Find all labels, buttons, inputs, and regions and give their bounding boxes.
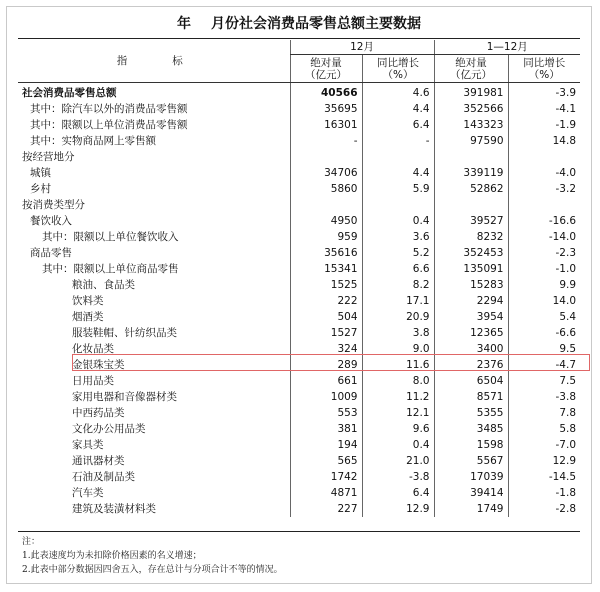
cell-dec-abs: 35695 bbox=[290, 101, 362, 117]
cell-ytd-abs: 352453 bbox=[434, 245, 508, 261]
cell-ytd-yoy: 7.8 bbox=[508, 405, 580, 421]
table-row bbox=[18, 325, 580, 341]
cell-dec-abs: 565 bbox=[290, 453, 362, 469]
table-row bbox=[18, 389, 580, 405]
cell-ytd-abs: 5355 bbox=[434, 405, 508, 421]
table-row bbox=[18, 133, 580, 149]
row-label: 粮油、食品类 bbox=[72, 279, 135, 291]
cell-dec-yoy: 8.0 bbox=[362, 373, 434, 389]
cell-ytd-abs: 39527 bbox=[434, 213, 508, 229]
table-row bbox=[18, 421, 580, 437]
table-row bbox=[18, 293, 580, 309]
table-row bbox=[18, 373, 580, 389]
cell-ytd-yoy: -1.8 bbox=[508, 485, 580, 501]
row-label: 金银珠宝类 bbox=[72, 359, 125, 371]
cell-dec-yoy: - bbox=[362, 133, 434, 149]
cell-dec-yoy: 6.6 bbox=[362, 261, 434, 277]
cell-dec-yoy: 17.1 bbox=[362, 293, 434, 309]
row-label: 乡村 bbox=[30, 183, 51, 195]
table-row bbox=[18, 165, 580, 181]
cell-dec-abs: 4871 bbox=[290, 485, 362, 501]
cell-ytd-yoy: -2.8 bbox=[508, 501, 580, 517]
cell-dec-abs: 4950 bbox=[290, 213, 362, 229]
cell-ytd-abs: 8571 bbox=[434, 389, 508, 405]
table-row bbox=[18, 437, 580, 453]
cell-ytd-abs: 339119 bbox=[434, 165, 508, 181]
title-text: 月份社会消费品零售总额主要数据 bbox=[211, 16, 421, 32]
cell-ytd-yoy bbox=[508, 149, 580, 165]
cell-dec-abs: 5860 bbox=[290, 181, 362, 197]
row-label: 社会消费品零售总额 bbox=[22, 87, 117, 99]
cell-ytd-yoy: 14.8 bbox=[508, 133, 580, 149]
row-label: 家用电器和音像器材类 bbox=[72, 391, 177, 403]
table-row bbox=[18, 277, 580, 293]
cell-dec-abs: 40566 bbox=[290, 83, 362, 102]
row-label: 其中：除汽车以外的消费品零售额 bbox=[30, 103, 188, 115]
table-row bbox=[18, 261, 580, 277]
cell-dec-abs: 222 bbox=[290, 293, 362, 309]
cell-ytd-abs bbox=[434, 197, 508, 213]
cell-dec-yoy: 11.2 bbox=[362, 389, 434, 405]
cell-ytd-yoy: -3.2 bbox=[508, 181, 580, 197]
cell-ytd-yoy: -1.0 bbox=[508, 261, 580, 277]
table-bottom-rule bbox=[18, 531, 580, 532]
cell-ytd-yoy: -4.0 bbox=[508, 165, 580, 181]
cell-dec-abs: 35616 bbox=[290, 245, 362, 261]
cell-dec-yoy: 20.9 bbox=[362, 309, 434, 325]
cell-ytd-yoy: 12.9 bbox=[508, 453, 580, 469]
cell-ytd-abs: 3485 bbox=[434, 421, 508, 437]
row-label: 商品零售 bbox=[30, 247, 72, 259]
table-body bbox=[18, 83, 580, 518]
cell-dec-yoy bbox=[362, 197, 434, 213]
row-label: 餐饮收入 bbox=[30, 215, 72, 227]
header-group-december: 12月 bbox=[290, 40, 434, 55]
cell-dec-yoy: 11.6 bbox=[362, 357, 434, 373]
table-row bbox=[18, 357, 580, 373]
row-label: 其中：实物商品网上零售额 bbox=[30, 135, 156, 147]
header-yoy-dec: 同比增长 （%） bbox=[362, 55, 434, 83]
cell-dec-yoy: 0.4 bbox=[362, 437, 434, 453]
row-label: 通讯器材类 bbox=[72, 455, 125, 467]
cell-dec-abs: 504 bbox=[290, 309, 362, 325]
note-1: 1.此表速度均为未扣除价格因素的名义增速； bbox=[22, 551, 202, 561]
cell-ytd-yoy: 5.8 bbox=[508, 421, 580, 437]
cell-dec-abs bbox=[290, 149, 362, 165]
cell-ytd-abs: 2376 bbox=[434, 357, 508, 373]
row-label: 按经营地分 bbox=[22, 151, 75, 163]
cell-ytd-yoy: -1.9 bbox=[508, 117, 580, 133]
cell-ytd-yoy: -3.9 bbox=[508, 83, 580, 102]
table-row bbox=[18, 453, 580, 469]
cell-ytd-yoy: 9.9 bbox=[508, 277, 580, 293]
cell-ytd-yoy: -7.0 bbox=[508, 437, 580, 453]
page-title bbox=[7, 13, 591, 33]
row-label: 按消费类型分 bbox=[22, 199, 85, 211]
table-row bbox=[18, 405, 580, 421]
row-label: 化妆品类 bbox=[72, 343, 114, 355]
row-label: 其中：限额以上单位商品零售 bbox=[42, 263, 179, 275]
cell-dec-abs: 227 bbox=[290, 501, 362, 517]
table-row bbox=[18, 469, 580, 485]
row-label: 烟酒类 bbox=[72, 311, 104, 323]
cell-dec-yoy: 3.6 bbox=[362, 229, 434, 245]
table-row bbox=[18, 501, 580, 517]
cell-dec-abs: 16301 bbox=[290, 117, 362, 133]
row-label: 中西药品类 bbox=[72, 407, 125, 419]
row-label: 其中：限额以上单位消费品零售额 bbox=[30, 119, 188, 131]
cell-ytd-yoy: -14.5 bbox=[508, 469, 580, 485]
cell-ytd-yoy: 14.0 bbox=[508, 293, 580, 309]
cell-ytd-yoy: -6.6 bbox=[508, 325, 580, 341]
note-2: 2.此表中部分数据因四舍五入，存在总计与分项合计不等的情况。 bbox=[22, 565, 283, 575]
cell-dec-yoy: 9.0 bbox=[362, 341, 434, 357]
table-row bbox=[18, 181, 580, 197]
table-row bbox=[18, 117, 580, 133]
table-row bbox=[18, 229, 580, 245]
table-row bbox=[18, 197, 580, 213]
row-label: 建筑及装潢材料类 bbox=[72, 503, 156, 515]
row-label: 石油及制品类 bbox=[72, 471, 135, 483]
cell-dec-yoy: 21.0 bbox=[362, 453, 434, 469]
cell-dec-yoy: 4.6 bbox=[362, 83, 434, 102]
row-label: 文化办公用品类 bbox=[72, 423, 146, 435]
row-label: 城镇 bbox=[30, 167, 51, 179]
cell-dec-abs: 661 bbox=[290, 373, 362, 389]
row-label: 其中：限额以上单位餐饮收入 bbox=[42, 231, 179, 243]
cell-ytd-yoy: 9.5 bbox=[508, 341, 580, 357]
cell-ytd-abs: 12365 bbox=[434, 325, 508, 341]
cell-ytd-yoy: 7.5 bbox=[508, 373, 580, 389]
cell-ytd-abs: 1598 bbox=[434, 437, 508, 453]
cell-ytd-abs bbox=[434, 149, 508, 165]
title-year: 年 bbox=[177, 16, 191, 32]
table-row bbox=[18, 101, 580, 117]
table-notes bbox=[22, 535, 283, 577]
cell-dec-yoy: 12.1 bbox=[362, 405, 434, 421]
cell-dec-abs: 15341 bbox=[290, 261, 362, 277]
cell-dec-yoy: 0.4 bbox=[362, 213, 434, 229]
cell-dec-yoy: 5.9 bbox=[362, 181, 434, 197]
cell-ytd-yoy: -2.3 bbox=[508, 245, 580, 261]
cell-ytd-yoy: -16.6 bbox=[508, 213, 580, 229]
cell-dec-yoy: 9.6 bbox=[362, 421, 434, 437]
cell-dec-yoy: 8.2 bbox=[362, 277, 434, 293]
cell-ytd-abs: 5567 bbox=[434, 453, 508, 469]
cell-ytd-abs: 97590 bbox=[434, 133, 508, 149]
cell-dec-yoy: 4.4 bbox=[362, 101, 434, 117]
table-header bbox=[18, 40, 580, 83]
cell-ytd-abs: 135091 bbox=[434, 261, 508, 277]
header-abs-ytd: 绝对量 （亿元） bbox=[434, 55, 508, 83]
cell-ytd-abs: 2294 bbox=[434, 293, 508, 309]
notes-label: 注： bbox=[22, 537, 41, 547]
table-row bbox=[18, 83, 580, 102]
cell-ytd-yoy: -4.1 bbox=[508, 101, 580, 117]
header-yoy-ytd: 同比增长 （%） bbox=[508, 55, 580, 83]
table-row bbox=[18, 149, 580, 165]
cell-dec-yoy: 3.8 bbox=[362, 325, 434, 341]
cell-dec-abs bbox=[290, 197, 362, 213]
cell-ytd-abs: 391981 bbox=[434, 83, 508, 102]
cell-dec-abs: 1525 bbox=[290, 277, 362, 293]
cell-ytd-yoy: -4.7 bbox=[508, 357, 580, 373]
cell-ytd-yoy: -3.8 bbox=[508, 389, 580, 405]
row-label: 服装鞋帽、针纺织品类 bbox=[72, 327, 177, 339]
cell-ytd-abs: 143323 bbox=[434, 117, 508, 133]
cell-ytd-abs: 3954 bbox=[434, 309, 508, 325]
cell-dec-yoy: -3.8 bbox=[362, 469, 434, 485]
cell-dec-abs: 1527 bbox=[290, 325, 362, 341]
table-top-rule bbox=[18, 38, 580, 39]
cell-dec-abs: 959 bbox=[290, 229, 362, 245]
row-label: 饮料类 bbox=[72, 295, 104, 307]
cell-ytd-yoy: 5.4 bbox=[508, 309, 580, 325]
cell-dec-abs: 1009 bbox=[290, 389, 362, 405]
cell-dec-abs: 194 bbox=[290, 437, 362, 453]
cell-dec-yoy: 5.2 bbox=[362, 245, 434, 261]
cell-dec-abs: - bbox=[290, 133, 362, 149]
table-row bbox=[18, 309, 580, 325]
cell-dec-abs: 324 bbox=[290, 341, 362, 357]
cell-dec-abs: 381 bbox=[290, 421, 362, 437]
row-label: 家具类 bbox=[72, 439, 104, 451]
header-indicator: 指 标 bbox=[18, 40, 290, 83]
cell-dec-abs: 1742 bbox=[290, 469, 362, 485]
cell-dec-abs: 34706 bbox=[290, 165, 362, 181]
cell-ytd-abs: 3400 bbox=[434, 341, 508, 357]
cell-dec-yoy: 6.4 bbox=[362, 485, 434, 501]
cell-dec-abs: 289 bbox=[290, 357, 362, 373]
cell-dec-yoy bbox=[362, 149, 434, 165]
retail-sales-table bbox=[18, 40, 580, 517]
row-label: 汽车类 bbox=[72, 487, 104, 499]
table-row bbox=[18, 245, 580, 261]
header-abs-dec: 绝对量 （亿元） bbox=[290, 55, 362, 83]
cell-ytd-yoy: -14.0 bbox=[508, 229, 580, 245]
table-row bbox=[18, 485, 580, 501]
cell-ytd-abs: 1749 bbox=[434, 501, 508, 517]
cell-ytd-abs: 15283 bbox=[434, 277, 508, 293]
cell-ytd-abs: 8232 bbox=[434, 229, 508, 245]
header-group-jan-dec: 1—12月 bbox=[434, 40, 580, 55]
cell-dec-yoy: 6.4 bbox=[362, 117, 434, 133]
cell-ytd-abs: 17039 bbox=[434, 469, 508, 485]
cell-ytd-abs: 52862 bbox=[434, 181, 508, 197]
table-row bbox=[18, 213, 580, 229]
cell-dec-yoy: 4.4 bbox=[362, 165, 434, 181]
cell-ytd-abs: 352566 bbox=[434, 101, 508, 117]
cell-ytd-yoy bbox=[508, 197, 580, 213]
row-label: 日用品类 bbox=[72, 375, 114, 387]
cell-ytd-abs: 39414 bbox=[434, 485, 508, 501]
cell-dec-yoy: 12.9 bbox=[362, 501, 434, 517]
cell-ytd-abs: 6504 bbox=[434, 373, 508, 389]
cell-dec-abs: 553 bbox=[290, 405, 362, 421]
table-row bbox=[18, 341, 580, 357]
